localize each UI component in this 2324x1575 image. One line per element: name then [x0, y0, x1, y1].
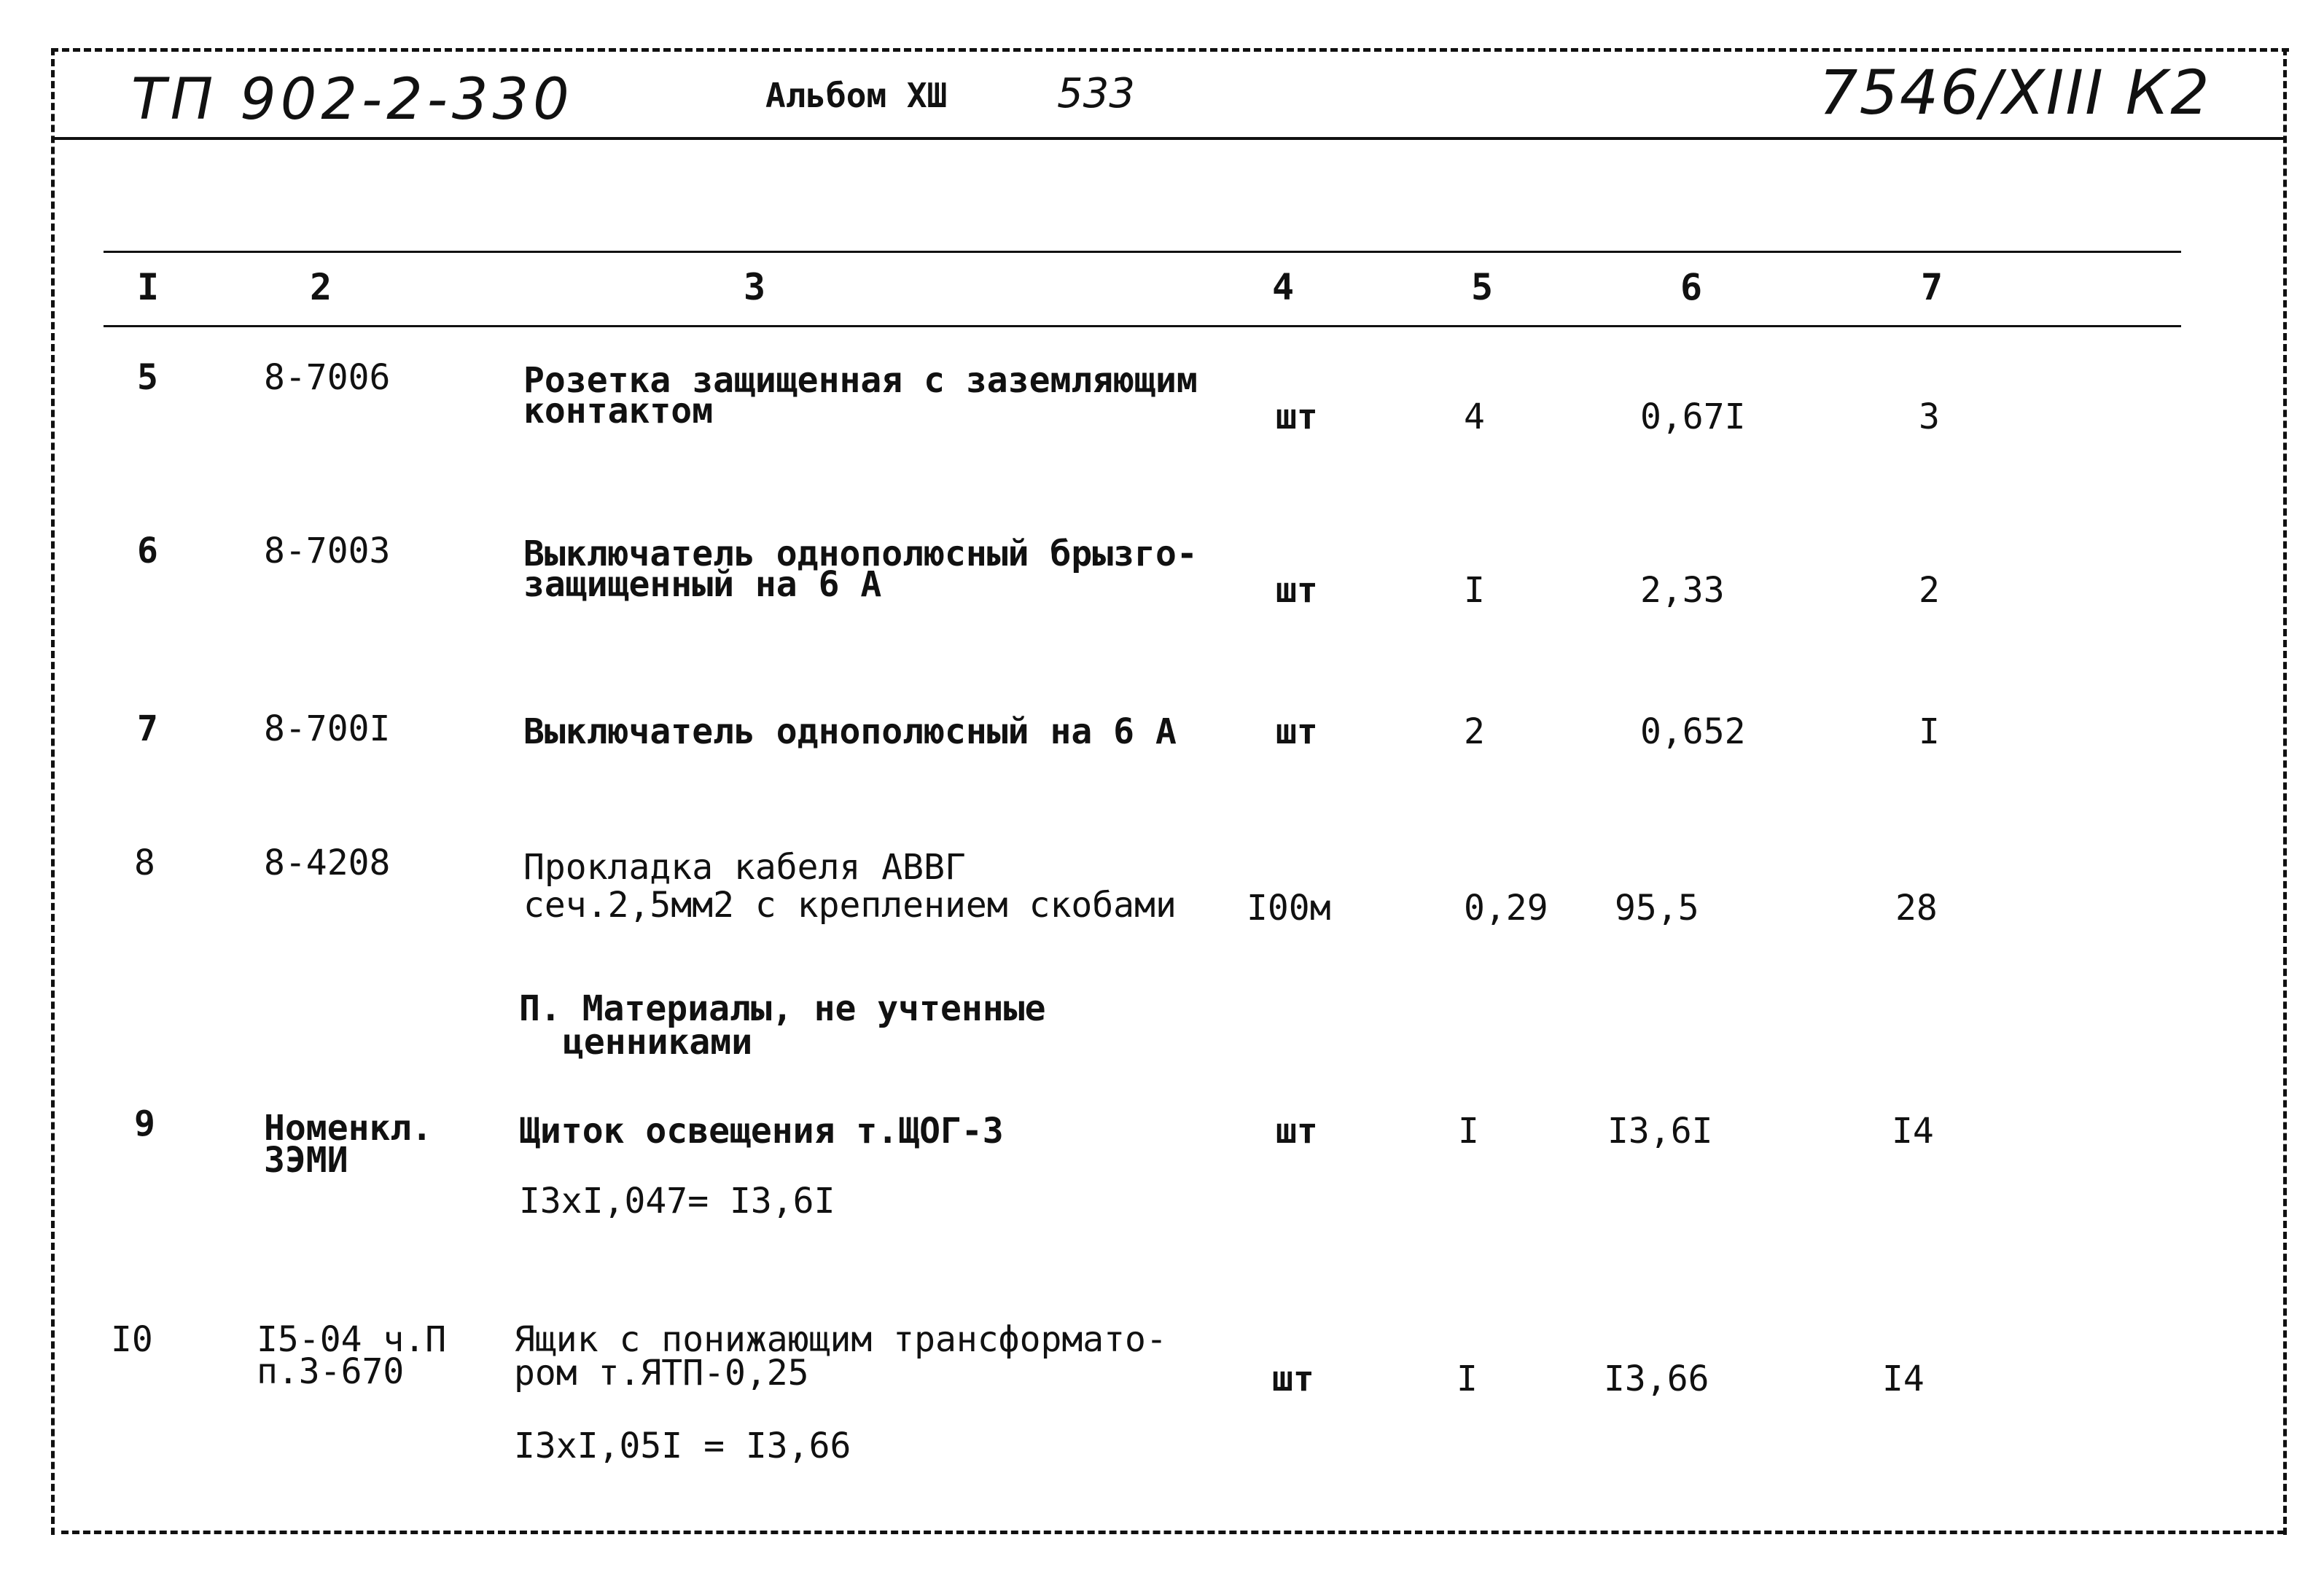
inventory-number: 7546/XIII К2: [1819, 57, 2211, 128]
total: I4: [1882, 1359, 1925, 1399]
row-number: 7: [137, 708, 158, 749]
price-code: 8-7006: [264, 357, 391, 398]
table-top-rule: [104, 251, 2181, 253]
page-number: 533: [1057, 70, 1135, 117]
total: I: [1919, 711, 1940, 752]
item-calculation: I3xI,05I = I3,66: [514, 1426, 851, 1466]
total: 3: [1919, 396, 1940, 437]
price-code: 8-700I: [264, 708, 391, 749]
unit-price: I3,66: [1604, 1359, 1709, 1399]
price-code-line1: Номенкл.: [264, 1108, 433, 1149]
quantity: 0,29: [1464, 888, 1548, 929]
total: 28: [1895, 888, 1938, 929]
section-heading-line1: П. Материалы, не учтенные: [519, 988, 1046, 1029]
price-code-line1: I5-04 ч.П: [257, 1319, 447, 1360]
row-number: I0: [111, 1319, 153, 1360]
unit: шт: [1276, 711, 1318, 752]
unit-price: 0,652: [1640, 711, 1746, 752]
unit: шт: [1276, 396, 1318, 437]
total: I4: [1892, 1111, 1934, 1152]
price-code: 8-4208: [264, 843, 391, 883]
item-name-line1: Ящик с понижающим трансформато-: [514, 1319, 1167, 1360]
unit-price: 2,33: [1640, 570, 1725, 611]
frame-right-border: [2283, 48, 2287, 1535]
quantity: I: [1458, 1111, 1479, 1152]
row-number: 8: [134, 843, 155, 883]
price-code: 8-7003: [264, 531, 391, 571]
item-name-line1: Щиток освещения т.ЩОГ-3: [519, 1111, 1004, 1152]
item-name-line1: Прокладка кабеля АВВГ: [523, 847, 966, 888]
frame-left-border: [51, 48, 55, 1535]
quantity: I: [1457, 1359, 1478, 1399]
item-name-line2: защищенный на 6 А: [523, 564, 882, 605]
item-name-line1: Розетка защищенная с заземляющим: [523, 360, 1198, 401]
unit: I00м: [1247, 888, 1331, 929]
column-header-5: 5: [1471, 266, 1494, 308]
quantity: 4: [1464, 396, 1485, 437]
price-code-line2: ЗЭМИ: [264, 1140, 348, 1181]
column-header-4: 4: [1272, 266, 1295, 308]
column-header-6: 6: [1680, 266, 1703, 308]
column-header-3: 3: [744, 266, 766, 308]
item-name-line2: контактом: [523, 391, 714, 431]
unit-price: 0,67I: [1640, 396, 1746, 437]
item-name-line1: Выключатель однополюсный брызго-: [523, 534, 1198, 574]
unit: шт: [1276, 570, 1318, 611]
column-header-7: 7: [1921, 266, 1943, 308]
price-code-line2: п.3-670: [257, 1351, 405, 1392]
row-number: 9: [134, 1103, 155, 1144]
quantity: 2: [1464, 711, 1485, 752]
album-label: Альбом XШ: [765, 76, 948, 115]
frame-top-border: [51, 48, 2289, 52]
unit: шт: [1272, 1359, 1314, 1399]
total: 2: [1919, 570, 1940, 611]
unit: шт: [1276, 1111, 1318, 1152]
unit-price: I3,6I: [1607, 1111, 1713, 1152]
column-header-2: 2: [310, 266, 332, 308]
column-header-1: I: [137, 266, 160, 308]
row-number: 5: [137, 357, 158, 398]
table-header-rule: [104, 325, 2181, 327]
section-heading-line2: ценниками: [563, 1022, 753, 1063]
quantity: I: [1464, 570, 1485, 611]
item-name-line1: Выключатель однополюсный на 6 А: [523, 711, 1177, 752]
header-divider: [51, 137, 2286, 140]
item-calculation: I3xI,047= I3,6I: [519, 1181, 835, 1222]
item-name-line2: сеч.2,5мм2 с креплением скобами: [523, 885, 1177, 926]
unit-price: 95,5: [1615, 888, 1699, 929]
item-name-line2: ром т.ЯТП-0,25: [514, 1353, 809, 1394]
frame-bottom-border: [61, 1531, 2285, 1534]
row-number: 6: [137, 531, 158, 571]
project-code: ТП 902-2-330: [131, 67, 574, 133]
